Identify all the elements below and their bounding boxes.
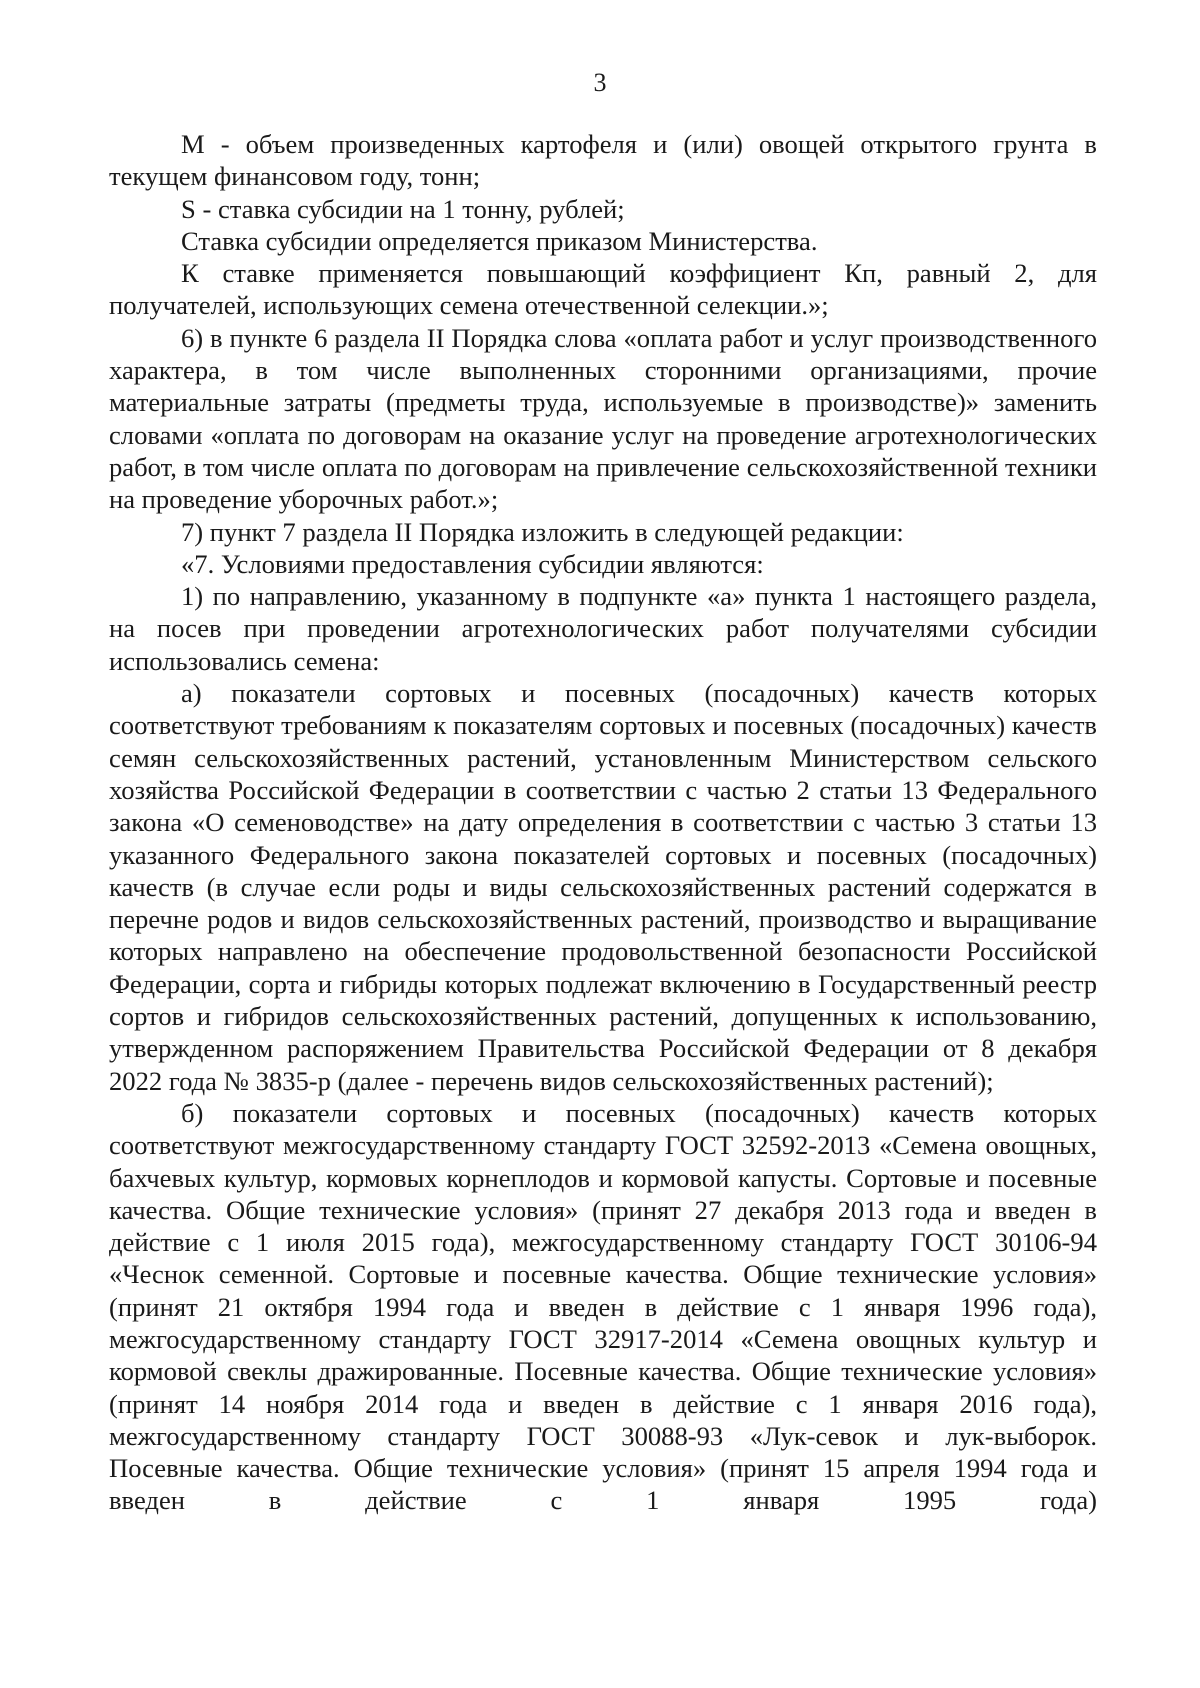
paragraph-conditions-heading: «7. Условиями предоставления субсидии являются: bbox=[181, 548, 764, 579]
paragraph-s-definition: S - ставка субсидии на 1 тонну, рублей; bbox=[181, 193, 625, 224]
page-number: 3 bbox=[593, 68, 607, 97]
paragraph-condition-1a: а) показатели сортовых и посевных (посадочных) качеств которых соответствуют требованиям к показателям сортовых и посевных (посадочных) качеств семян сельскохозяйственных растений, установленным Министерством сельского хозяйства Российской Федерации в соответствии с частью 2 статьи 13 Федерального закона «О семеноводстве» на дату определения в соответствии с частью 3 статьи 13 указанного Федерального закона показателей сортовых и посевных (посадочных) качеств (в случае если роды и виды сельскохозяйственных растений содержатся в перечне родов и видов сельскохозяйственных растений, производство и выращивание которых направлено на обеспечение продовольственной безопасности Российской Федерации, сорта и гибриды которых подлежат включению в Государственный реестр сортов и гибридов сельскохозяйственных растений, допущенных к использованию, утвержденном распоряжением Правительства Российской Федерации от 8 декабря 2022 года № 3835-р (далее - перечень видов сельскохозяйственных растений); bbox=[109, 678, 1097, 1096]
paragraph-item-6: 6) в пункте 6 раздела II Порядка слова «оплата работ и услуг производственного характера, в том числе выполненных сторонними организациями, прочие материальные затраты (предметы труда, используемые в производстве)» заменить словами «оплата по договорам на оказание услуг на проведение агротехнологических работ, в том числе оплата по договорам на привлечение сельскохозяйственной техники на проведение уборочных работ.»; bbox=[109, 322, 1097, 515]
document-body bbox=[109, 128, 1097, 1517]
paragraph-subsidy-rate: Ставка субсидии определяется приказом Министерства. bbox=[181, 225, 818, 256]
paragraph-coefficient: К ставке применяется повышающий коэффициент Кп, равный 2, для получателей, использующих семена отечественной селекции.»; bbox=[109, 258, 1097, 321]
paragraph-condition-1b: б) показатели сортовых и посевных (посадочных) качеств которых соответствуют межгосударственному стандарту ГОСТ 32592-2013 «Семена овощных, бахчевых культур, кормовых корнеплодов и кормовой капусты. Сортовые и посевные качества. Общие технические условия» (принят 27 декабря 2013 года и введен в действие с 1 июля 2015 года), межгосударственному стандарту ГОСТ 30106-94 «Чеснок семенной. Сортовые и посевные качества. Общие технические условия» (принят 21 октября 1994 года и введен в действие с 1 января 1996 года), межгосударственному стандарту ГОСТ 32917-2014 «Семена овощных культур и кормовой свеклы дражированные. Посевные качества. Общие технические условия» (принят 14 ноября 2014 года и введен в действие с 1 января 2016 года), межгосударственному стандарту ГОСТ 30088-93 «Лук-севок и лук-выборок. Посевные качества. Общие технические условия» (принят 15 апреля 1994 года и введен в действие с 1 января 1995 года) bbox=[109, 1097, 1097, 1516]
paragraph-m-definition: M - объем произведенных картофеля и (или) овощей открытого грунта в текущем финансовом году, тонн; bbox=[109, 129, 1097, 192]
paragraph-condition-1: 1) по направлению, указанному в подпункте «а» пункта 1 настоящего раздела, на посев при проведении агротехнологических работ получателями субсидии использовались семена: bbox=[109, 581, 1097, 676]
paragraph-item-7: 7) пункт 7 раздела II Порядка изложить в следующей редакции: bbox=[181, 516, 904, 547]
